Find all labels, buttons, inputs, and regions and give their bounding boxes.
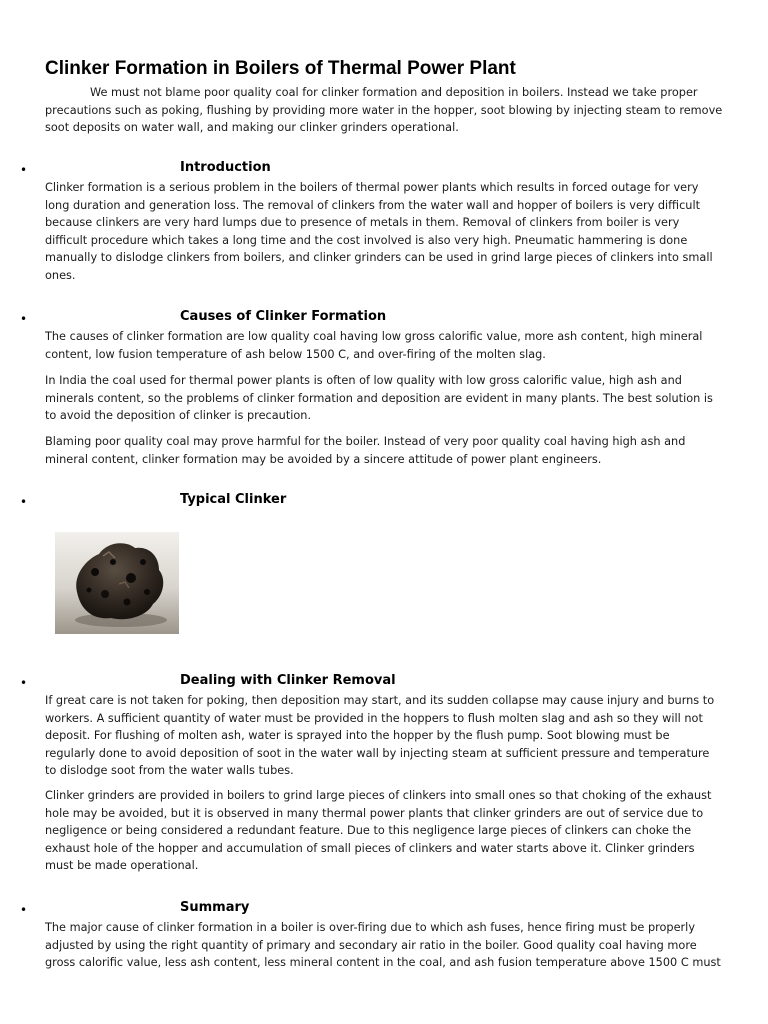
removal-paragraph-1: If great care is not taken for poking, then deposition may start, and its sudden collapse may cause injury and burns to workers. A sufficient quantity of water must be provided in the hoppers to flush molten slag and ash so they will not deposit. For flushing of molten ash, water is sprayed into the hopper by the flush pump. Soot blowing must be regularly done to avoid deposition of soot in the water wall by injecting steam at sufficient pressure and temperature to dislodge soot from the water walls tubes. (45, 694, 715, 778)
bullet: • (20, 903, 28, 917)
causes-paragraph-2: In India the coal used for thermal power plants is often of low quality with low gross calorific value, high ash and minerals content, so the problems of clinker formation and deposition are evident in many plants. The best solution is to avoid the deposition of clinker is precaution. (45, 374, 713, 423)
bullet: • (20, 676, 28, 690)
clinker-photo (55, 532, 179, 634)
intro-paragraph: We must not blame poor quality coal for clinker formation and deposition in boilers. Instead we take proper precautions such as poking, flushing by providing more water in the hopper, soot blowing by injecting steam to remove soot deposits on water wall, and making our clinker grinders operational. (45, 86, 723, 135)
section-heading-causes: Causes of Clinker Formation (180, 309, 387, 324)
causes-paragraph-3: Blaming poor quality coal may prove harmful for the boiler. Instead of very poor quality coal having high ash and mineral content, clinker formation may be avoided by a sincere attitude of power plant engineers. (45, 435, 686, 466)
section-heading-dealing-with-removal: Dealing with Clinker Removal (180, 673, 396, 688)
page-title: Clinker Formation in Boilers of Thermal Power Plant (45, 58, 516, 79)
bullet: • (20, 312, 28, 326)
causes-paragraph-1: The causes of clinker formation are low quality coal having low gross calorific value, more ash content, high mineral content, low fusion temperature of ash below 1500 C, and over-firing of the molten slag. (45, 330, 703, 361)
section-heading-introduction: Introduction (180, 160, 271, 175)
bullet: • (20, 495, 28, 509)
introduction-paragraph: Clinker formation is a serious problem in the boilers of thermal power plants which results in forced outage for very long duration and generation loss. The removal of clinkers from the water wall and hopper of boilers is very difficult because clinkers are very hard lumps due to presence of metals in them. Removal of clinkers from boiler is very difficult procedure which takes a long time and the cost involved is also very high. Pneumatic hammering is done manually to dislodge clinkers from boilers, and clinker grinders can be used in grind large pieces of clinkers into small ones. (45, 181, 713, 282)
section-heading-summary: Summary (180, 900, 250, 915)
summary-paragraph: The major cause of clinker formation in a boiler is over-firing due to which ash fuses, hence firing must be properly adjusted by using the right quantity of primary and secondary air ratio in the boiler. Good quality coal having more gross calorific value, less ash content, less mineral content in the coal, and ash fusion temperature above 1500 C must (45, 921, 721, 970)
removal-paragraph-2: Clinker grinders are provided in boilers to grind large pieces of clinkers into small ones so that choking of the exhaust hole may be avoided, but it is observed in many thermal power plants that clinker grinders are out of service due to negligence or being considered a redundant feature. Due to this negligence large pieces of clinkers can choke the exhaust hole of the hopper and accumulation of small pieces of clinkers and water starts above it. Clinker grinders must be made operational. (45, 789, 712, 873)
section-heading-typical-clinker: Typical Clinker (180, 492, 287, 507)
bullet: • (20, 163, 28, 177)
